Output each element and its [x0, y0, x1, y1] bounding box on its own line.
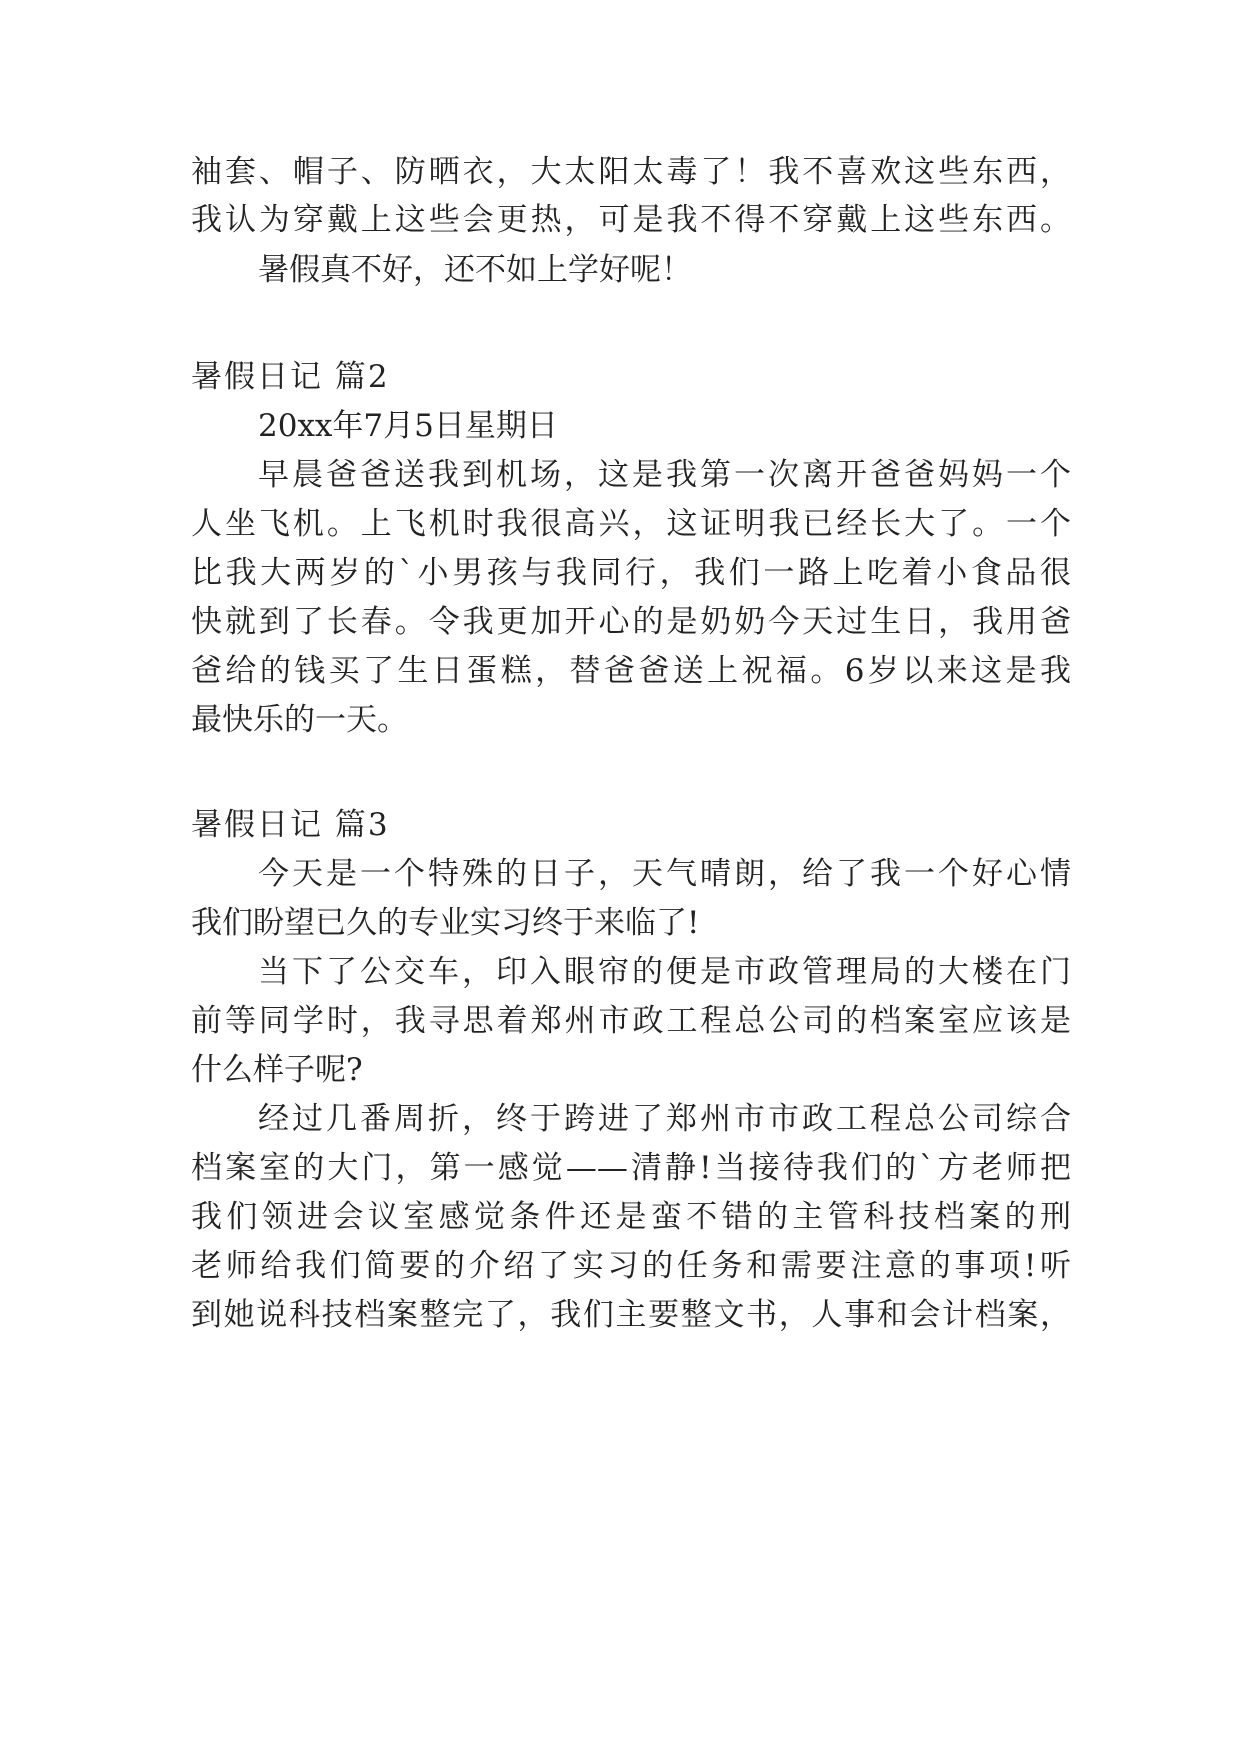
paragraph-line: 我们领进会议室感觉条件还是蛮不错的主管科技档案的刑	[191, 1199, 1071, 1235]
paragraph-line: 暑假真不好，还不如上学好呢！	[258, 252, 692, 288]
paragraph-line: 前等同学时，我寻思着郑州市政工程总公司的档案室应该是	[191, 1003, 1071, 1039]
paragraph-line: 爸给的钱买了生日蛋糕，替爸爸送上祝福。6岁以来这是我	[191, 653, 1071, 689]
paragraph-line: 经过几番周折，终于跨进了郑州市市政工程总公司综合	[258, 1101, 1071, 1137]
paragraph-line: 我认为穿戴上这些会更热，可是我不得不穿戴上这些东西。	[191, 202, 1071, 238]
paragraph-line: 快就到了长春。令我更加开心的是奶奶今天过生日，我用爸	[191, 604, 1071, 640]
paragraph-line: 什么样子呢?	[191, 1052, 363, 1088]
section-heading: 暑假日记 篇3	[191, 807, 390, 843]
paragraph-line: 档案室的大门，第一感觉——清静!当接待我们的`方老师把	[191, 1150, 1071, 1186]
paragraph-line: 我们盼望已久的专业实习终于来临了!	[191, 905, 700, 941]
paragraph-line: 袖套、帽子、防晒衣，大太阳太毒了！我不喜欢这些东西，	[191, 154, 1071, 190]
paragraph-line: 到她说科技档案整完了，我们主要整文书，人事和会计档案，	[191, 1297, 1071, 1333]
paragraph-line: 老师给我们简要的介绍了实习的任务和需要注意的事项!听	[191, 1248, 1071, 1284]
paragraph-line: 早晨爸爸送我到机场，这是我第一次离开爸爸妈妈一个	[258, 457, 1071, 493]
paragraph-line: 最快乐的一天。	[191, 702, 408, 738]
paragraph-line: 比我大两岁的`小男孩与我同行，我们一路上吃着小食品很	[191, 555, 1071, 591]
paragraph-line: 当下了公交车，印入眼帘的便是市政管理局的大楼在门	[258, 954, 1071, 990]
diary-date: 20xx年7月5日星期日	[258, 408, 558, 444]
section-heading: 暑假日记 篇2	[191, 359, 390, 395]
paragraph-line: 人坐飞机。上飞机时我很高兴，这证明我已经长大了。一个	[191, 506, 1071, 542]
paragraph-line: 今天是一个特殊的日子，天气晴朗，给了我一个好心情	[258, 856, 1071, 892]
